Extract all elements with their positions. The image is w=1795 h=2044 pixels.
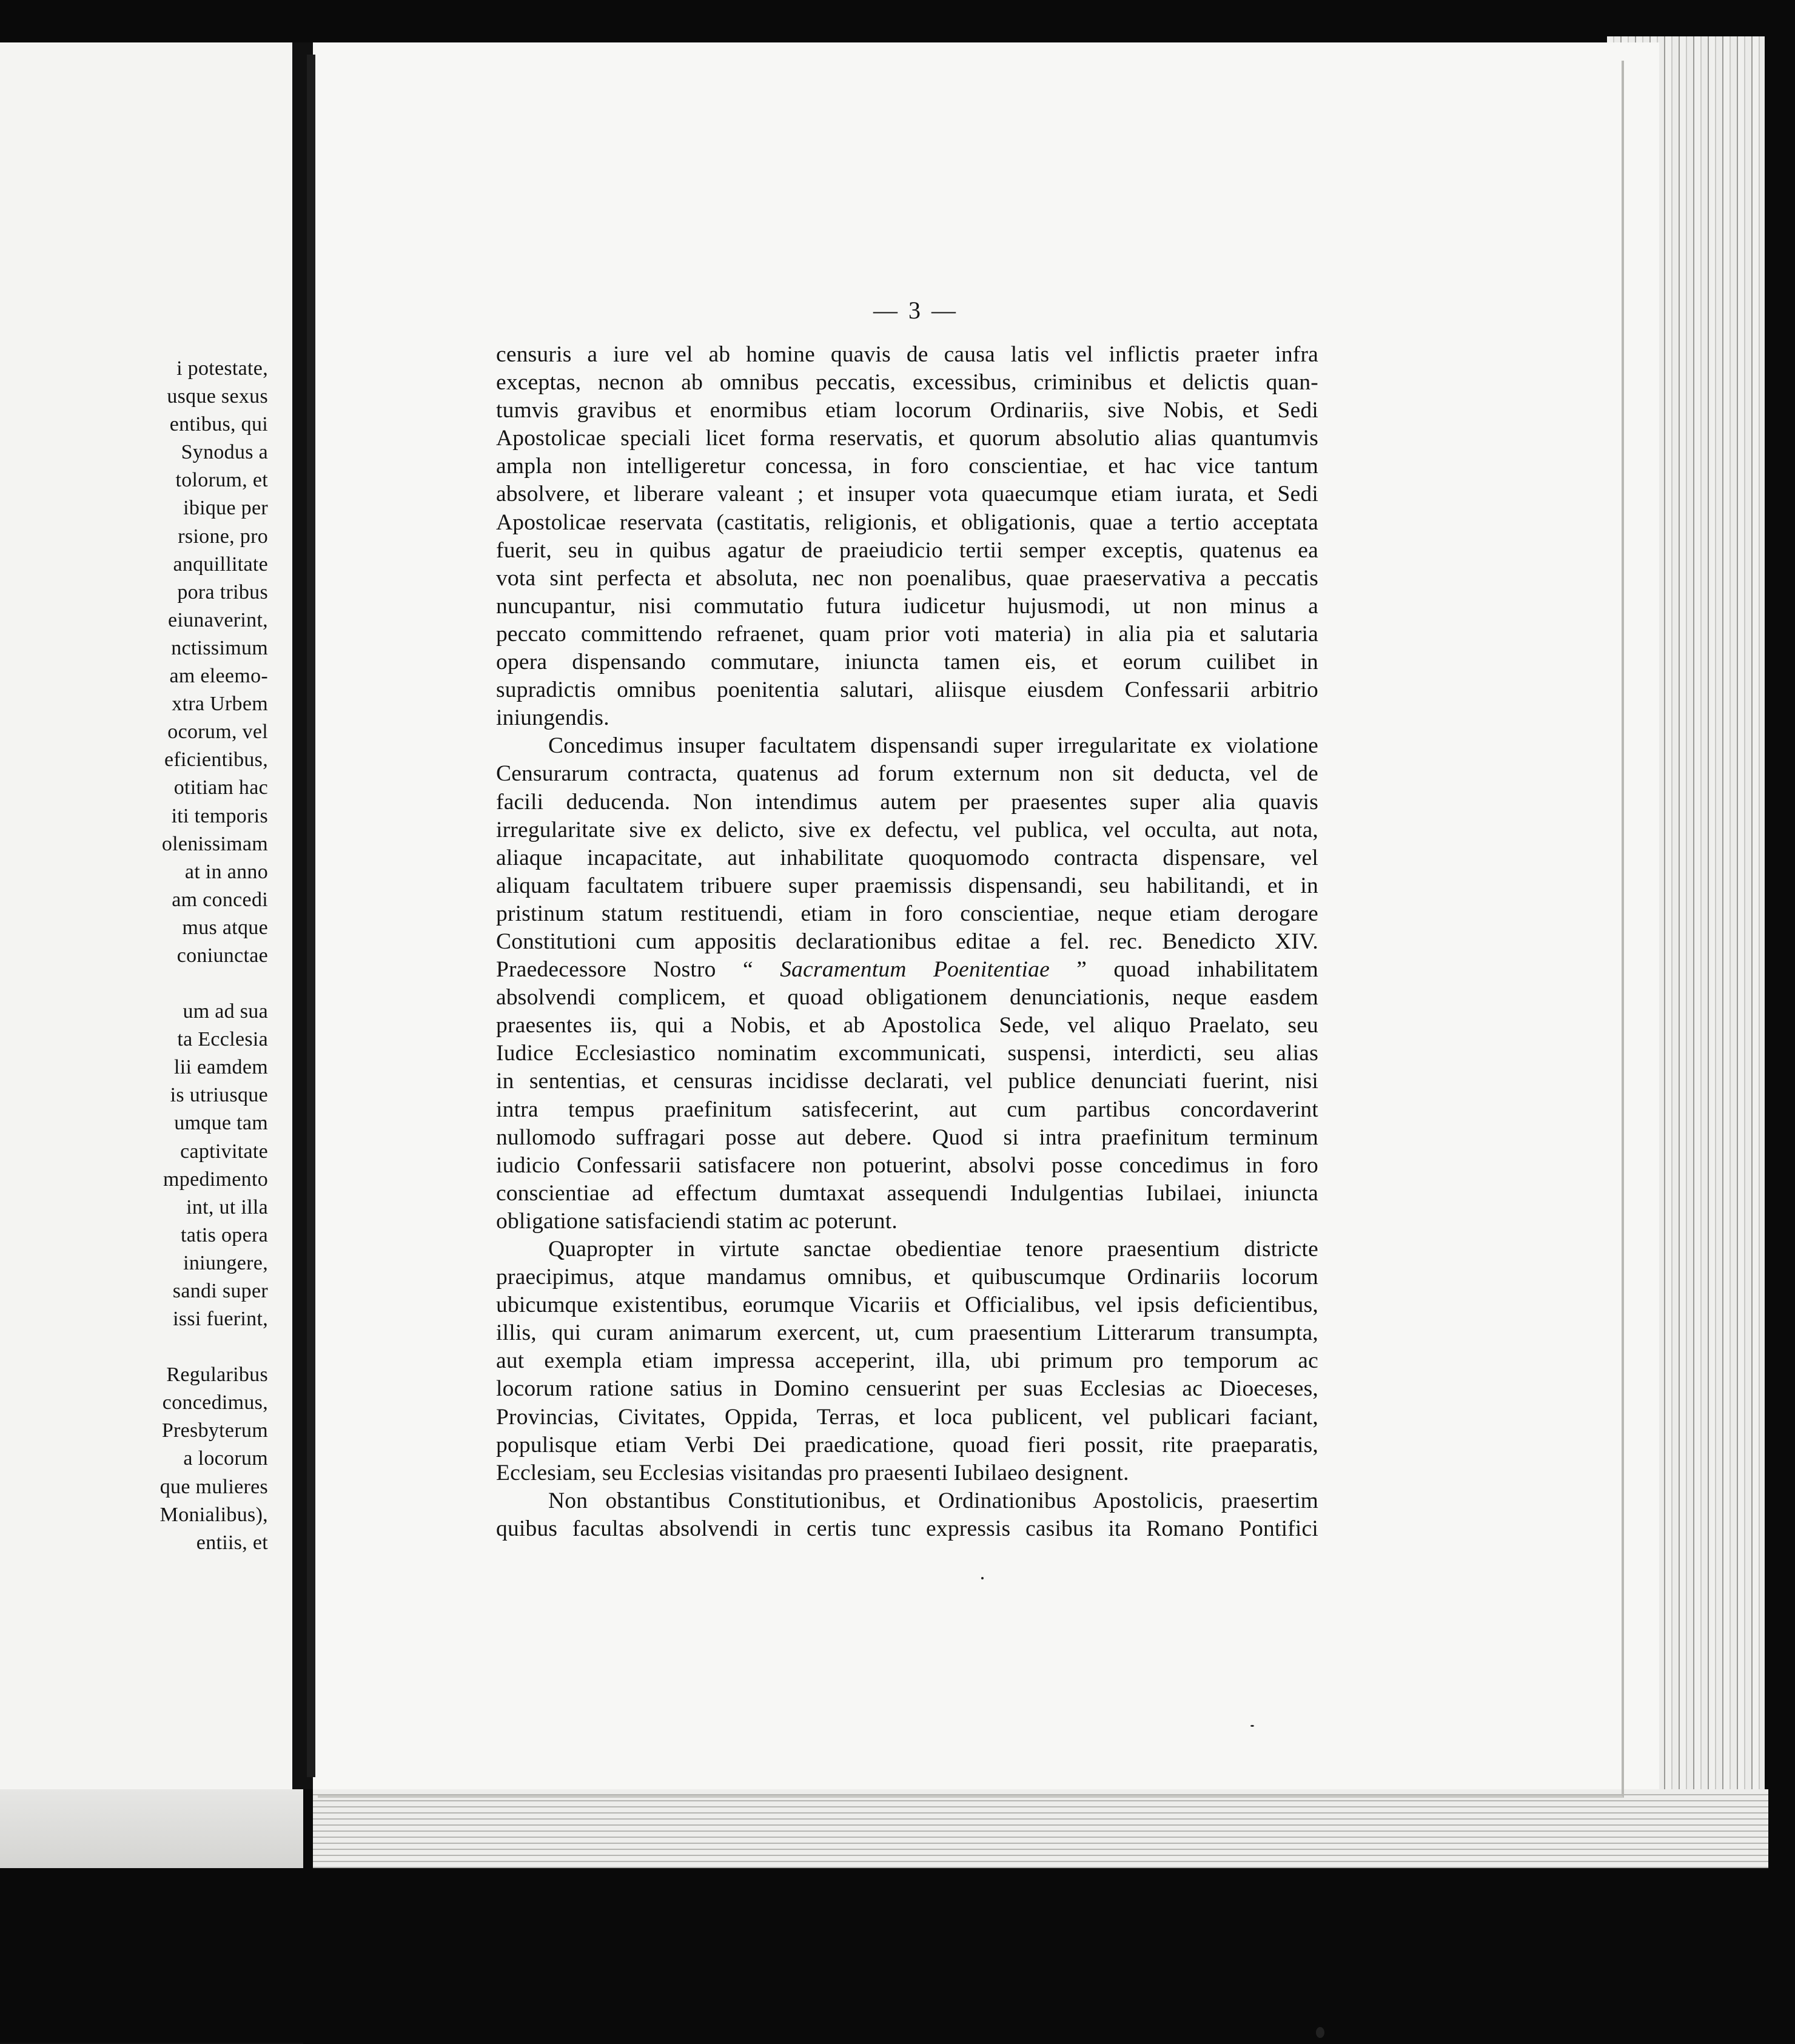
text-line: Apostolicae reservata (castitatis, religionis, et obligationis, quae a tertio acceptata xyxy=(496,509,1318,535)
text-line: aliquam facultatem tribuere super praemissis dispensandi, seu habilitandi, et in xyxy=(496,873,1318,898)
left-page-line xyxy=(0,1333,268,1361)
text-line: quibus facultas absolvendi in certis tunc expressis casibus ita Romano Pontifici xyxy=(496,1516,1318,1541)
text-line: peccato committendo refraenet, quam prior voti materia) in alia pia et salutaria xyxy=(496,621,1318,647)
left-page-line: concedimus, xyxy=(162,1391,268,1414)
left-page-line: entiis, et xyxy=(196,1531,268,1554)
left-page-line: ta Ecclesia xyxy=(177,1028,268,1051)
text-line: supradictis omnibus poenitentia salutari, aliisque eiusdem Confessarii arbitrio xyxy=(496,677,1318,703)
body-text xyxy=(496,341,1318,1543)
text-line: aut exempla etiam impressa acceperint, illa, ubi primum pro temporum ac xyxy=(496,1348,1318,1374)
text-line: aliaque incapacitate, aut inhabilitate quoquomodo contracta dispensare, vel xyxy=(496,845,1318,870)
text-line: Concedimus insuper facultatem dispensandi super irregularitate ex violatione xyxy=(548,733,1318,759)
left-page-line: ocorum, vel xyxy=(167,721,268,744)
left-page-line xyxy=(0,970,268,998)
left-page-line: am eleemo- xyxy=(169,665,268,688)
text-line: facili deducenda. Non intendimus autem per praesentes super alia quavis xyxy=(496,789,1318,815)
text-line: nullomodo suffragari posse aut debere. Quod si intra praefinitum terminum xyxy=(496,1125,1318,1150)
left-page-line: que mulieres xyxy=(159,1475,268,1498)
left-page-line: entibus, qui xyxy=(169,413,268,436)
left-page-line: umque tam xyxy=(174,1112,268,1135)
text-line: Apostolicae speciali licet forma reservatis, et quorum absolutio alias quantumvis xyxy=(496,426,1318,451)
text-line: intra tempus praefinitum satisfecerint, aut cum partibus concordaverint xyxy=(496,1097,1318,1122)
left-page-line: coniunctae xyxy=(176,944,268,967)
left-page-line: iti temporis xyxy=(171,804,268,827)
text-line: Provincias, Civitates, Oppida, Terras, et loca publicent, vel publicari faciant, xyxy=(496,1404,1318,1430)
italic-title: Sacramentum Poenitentiae xyxy=(780,957,1050,983)
left-page-line: tatis opera xyxy=(181,1223,268,1246)
left-page-line: nctissimum xyxy=(171,636,268,659)
page-edges-bottom xyxy=(313,1789,1768,1868)
text-line: obligatione satisfaciendi statim ac poterunt. xyxy=(496,1208,898,1234)
left-page-line: Synodus a xyxy=(181,441,268,464)
left-page-line: ibique per xyxy=(183,497,268,520)
text-line: absolvere, et liberare valeant ; et insuper vota quaecumque etiam iurata, et Sedi xyxy=(496,482,1318,507)
left-page-line: lii eamdem xyxy=(173,1056,268,1079)
text-line: Praedecessore Nostro “ Sacramentum Poenitentiae ” quoad inhabilitatem xyxy=(496,957,1318,983)
scan-bottom xyxy=(0,1868,1795,2043)
left-page-line: mpedimento xyxy=(163,1168,268,1191)
left-page-line: i potestate, xyxy=(176,357,268,380)
text-line: exceptas, necnon ab omnibus peccatis, excessibus, criminibus et delictis quan- xyxy=(496,370,1318,395)
left-page-line: Regularibus xyxy=(166,1363,268,1387)
scan-speck xyxy=(1250,1725,1254,1727)
left-page-line: xtra Urbem xyxy=(172,693,268,716)
left-page-line: usque sexus xyxy=(167,385,268,408)
text-line: absolvendi complicem, et quoad obligationem denunciationis, neque easdem xyxy=(496,985,1318,1010)
text-line: populisque etiam Verbi Dei praedicatione, quoad fieri possit, rite praeparatis, xyxy=(496,1432,1318,1457)
left-page-line: sandi super xyxy=(172,1280,268,1302)
text-line: illis, qui curam animarum exercent, ut, cum praesentium Litterarum transumpta, xyxy=(496,1320,1318,1346)
left-page-line: at in anno xyxy=(184,860,268,883)
left-page-line: a locorum xyxy=(183,1447,268,1470)
text-line: vota sint perfecta et absoluta, nec non poenalibus, quae praeservativa a peccatis xyxy=(496,565,1318,591)
left-page-line: eiunaverint, xyxy=(167,608,268,631)
text-line: praecipimus, atque mandamus omnibus, et quibuscumque Ordinariis locorum xyxy=(496,1265,1318,1290)
left-page-line: captivitate xyxy=(180,1140,268,1163)
text-line: Constitutioni cum appositis declarationibus editae a fel. rec. Benedicto XIV. xyxy=(496,929,1318,954)
scan-speck xyxy=(981,1577,984,1579)
left-page-line: pora tribus xyxy=(177,580,268,603)
text-line: nuncupantur, nisi commutatio futura iudicetur hujusmodi, ut non minus a xyxy=(496,593,1318,619)
text-line: opera dispensando commutare, iniuncta tamen eis, et eorum cuilibet in xyxy=(496,650,1318,675)
text-line: ubicumque existentibus, eorumque Vicariis et Officialibus, vel ipsis deficientibus, xyxy=(496,1293,1318,1318)
text-line: irregularitate sive ex delicto, sive ex defectu, vel publica, vel occulta, aut nota, xyxy=(496,817,1318,842)
left-page-line: issi fuerint, xyxy=(173,1308,268,1331)
left-page-line: iniungere, xyxy=(183,1251,268,1274)
text-line: iniungendis. xyxy=(496,705,609,731)
text-line: Censurarum contracta, quatenus ad forum externum non sit deducta, vel de xyxy=(496,761,1318,787)
text-line: Ecclesiam, seu Ecclesias visitandas pro praesenti Iubilaeo designent. xyxy=(496,1460,1129,1485)
text-line: iudicio Confessarii satisfacere non potuerint, absolvi posse concedimus in foro xyxy=(496,1152,1318,1178)
left-page-text-fragment xyxy=(0,355,268,1557)
left-page-line: rsione, pro xyxy=(178,525,268,548)
left-page-line: otitiam hac xyxy=(173,776,268,799)
left-page-line: is utriusque xyxy=(170,1084,268,1107)
left-page-line: mus atque xyxy=(182,916,268,939)
text-line: Iudice Ecclesiastico nominatim excommunicati, suspensi, interdicti, seu alias xyxy=(496,1041,1318,1066)
left-page-line: am concedi xyxy=(172,888,268,911)
left-page-line: olenissimam xyxy=(161,832,268,855)
page-number: — 3 — xyxy=(873,297,958,324)
left-page-line: int, ut illa xyxy=(186,1195,268,1219)
left-page-line: anquillitate xyxy=(173,553,268,576)
left-page-line: Presbyterum xyxy=(161,1419,268,1442)
left-page-line: tolorum, et xyxy=(175,469,268,492)
text-line: praesentes iis, qui a Nobis, et ab Apostolica Sede, vel aliquo Praelato, seu xyxy=(496,1013,1318,1038)
text-line: tumvis gravibus et enormibus etiam locorum Ordinariis, sive Nobis, et Sedi xyxy=(496,398,1318,423)
text-line: ampla non intelligeretur concessa, in foro conscientiae, et hac vice tantum xyxy=(496,454,1318,479)
left-page-line: eficientibus, xyxy=(164,748,268,772)
text-line: pristinum statum restituendi, etiam in foro conscientiae, neque etiam derogare xyxy=(496,901,1318,926)
text-line: censuris a iure vel ab homine quavis de causa latis vel inflictis praeter infra xyxy=(496,342,1318,367)
left-page-line: um ad sua xyxy=(183,1000,268,1023)
text-line: conscientiae ad effectum dumtaxat assequendi Indulgentias Iubilaei, iniuncta xyxy=(496,1180,1318,1206)
text-line: in sententias, et censuras incidisse declarati, vel publice denunciati fuerint, nisi xyxy=(496,1069,1318,1094)
left-page-line: Monialibus), xyxy=(159,1503,268,1526)
text-line: Non obstantibus Constitutionibus, et Ordinationibus Apostolicis, praesertim xyxy=(548,1488,1318,1513)
text-line: locorum ratione satius in Domino censuerint per suas Ecclesias ac Dioeceses, xyxy=(496,1376,1318,1402)
binding-gutter-line xyxy=(307,55,315,1777)
text-line: Quapropter in virtute sanctae obedientiae tenore praesentium districte xyxy=(548,1237,1318,1262)
text-line: fuerit, seu in quibus agatur de praeiudicio tertii semper exceptis, quatenus ea xyxy=(496,537,1318,563)
scan-speck xyxy=(1316,2027,1324,2038)
left-page xyxy=(0,42,294,1801)
